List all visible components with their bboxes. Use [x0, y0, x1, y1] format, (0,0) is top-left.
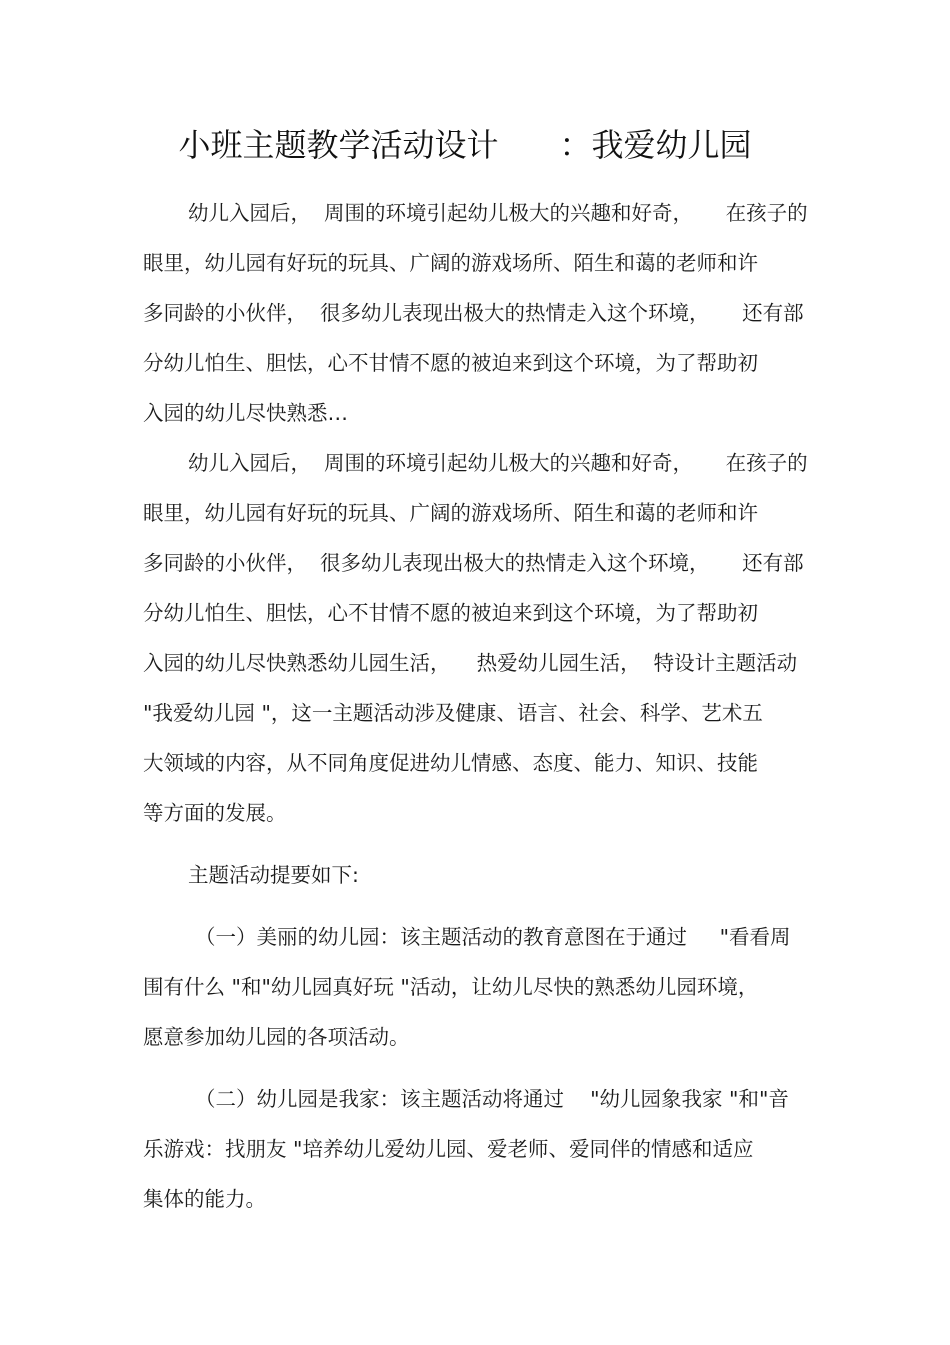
paragraph-line: 等方面的发展。	[143, 801, 287, 825]
list-item-line: 乐游戏：找朋友 "培养幼儿爱幼儿园、爱老师、爱同伴的情感和适应	[143, 1137, 754, 1161]
paragraph-line: "我爱幼儿园 "，这一主题活动涉及健康、语言、社会、科学、艺术五	[143, 701, 763, 725]
paragraph-line: 大领域的内容，从不同角度促进幼儿情感、态度、能力、知识、技能	[143, 751, 758, 775]
paragraph-line: 眼里，幼儿园有好玩的玩具、广阔的游戏场所、陌生和蔼的老师和许	[143, 501, 758, 525]
list-item-line: 愿意参加幼儿园的各项活动。	[143, 1025, 410, 1049]
list-item-line: 围有什么 "和"幼儿园真好玩 "活动，让幼儿尽快的熟悉幼儿园环境，	[143, 975, 759, 999]
paragraph-line: 分幼儿怕生、胆怯，心不甘情不愿的被迫来到这个环境，为了帮助初	[143, 601, 758, 625]
paragraph-line: 幼儿入园后， 周围的环境引起幼儿极大的兴趣和好奇， 在孩子的	[188, 451, 808, 475]
document-title: 小班主题教学活动设计 ：我爱幼儿园	[178, 126, 752, 164]
paragraph-line: 入园的幼儿尽快熟悉幼儿园生活， 热爱幼儿园生活， 特设计主题活动	[143, 651, 798, 675]
list-item-line: 集体的能力。	[143, 1187, 266, 1211]
paragraph-line: 多同龄的小伙伴， 很多幼儿表现出极大的热情走入这个环境， 还有部	[143, 301, 804, 325]
list-item-line: （二）幼儿园是我家：该主题活动将通过 "幼儿园象我家 "和"音	[195, 1087, 789, 1111]
paragraph-line: 幼儿入园后， 周围的环境引起幼儿极大的兴趣和好奇， 在孩子的	[188, 201, 808, 225]
list-item-line: （一）美丽的幼儿园：该主题活动的教育意图在于通过 "看看周	[195, 925, 791, 949]
paragraph-line: 多同龄的小伙伴， 很多幼儿表现出极大的热情走入这个环境， 还有部	[143, 551, 804, 575]
paragraph-line: 眼里，幼儿园有好玩的玩具、广阔的游戏场所、陌生和蔼的老师和许	[143, 251, 758, 275]
paragraph-line: 分幼儿怕生、胆怯，心不甘情不愿的被迫来到这个环境，为了帮助初	[143, 351, 758, 375]
paragraph-line: 入园的幼儿尽快熟悉…	[143, 401, 348, 425]
section-heading: 主题活动提要如下:	[188, 863, 359, 887]
